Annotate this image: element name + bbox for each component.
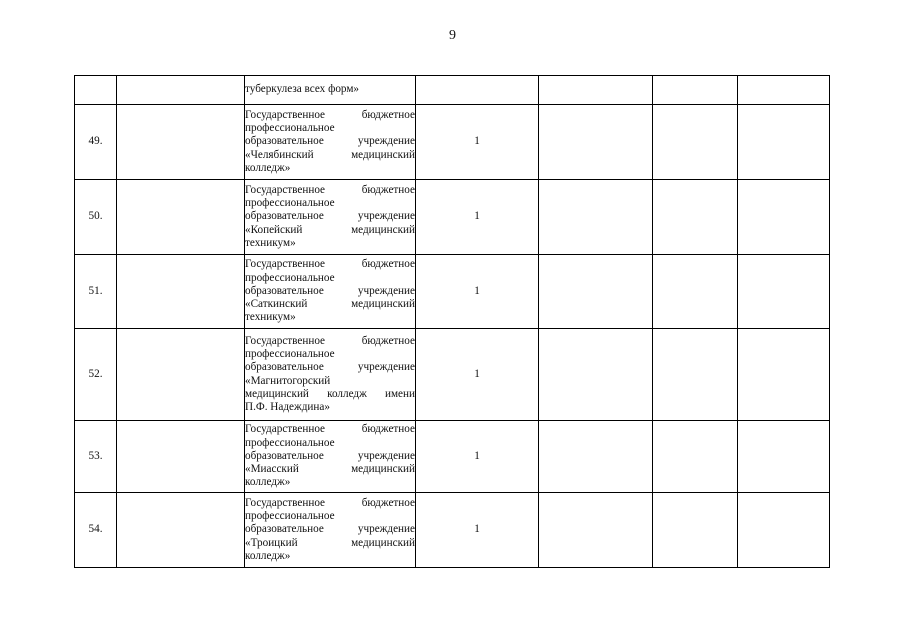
empty-cell	[653, 493, 738, 568]
institution-name-line: «Троицкий медицинский	[245, 536, 415, 549]
row-number	[75, 76, 117, 105]
empty-cell	[738, 493, 830, 568]
quantity-cell: 1	[416, 329, 539, 421]
institution-name-line: Государственное бюджетное	[245, 183, 415, 196]
institution-name-line: Государственное бюджетное	[245, 496, 415, 509]
table-row	[75, 180, 830, 255]
row-number: 54.	[75, 493, 117, 568]
institution-name-line: профессиональное	[245, 347, 335, 360]
institution-name-line: Государственное бюджетное	[245, 334, 415, 347]
empty-cell	[539, 105, 653, 180]
institution-name-line: образовательное учреждение	[245, 135, 415, 148]
empty-cell	[539, 329, 653, 421]
institution-name-line: туберкулеза всех форм»	[245, 83, 360, 96]
empty-cell	[653, 421, 738, 493]
institution-name-line: профессиональное	[245, 271, 335, 284]
empty-cell	[738, 255, 830, 329]
quantity-cell: 1	[416, 255, 539, 329]
institution-name-cell	[245, 180, 416, 255]
empty-cell	[653, 329, 738, 421]
institution-name-line: Государственное бюджетное	[245, 258, 415, 271]
empty-cell	[539, 180, 653, 255]
row-number: 52.	[75, 329, 117, 421]
institution-name-line: П.Ф. Надеждина»	[245, 401, 330, 414]
institution-name-cell	[245, 105, 416, 180]
institution-name-line: «Магнитогорский	[245, 374, 331, 387]
institution-name-line: образовательное учреждение	[245, 210, 415, 223]
empty-cell	[653, 105, 738, 180]
institution-name-line: колледж»	[245, 161, 291, 174]
institution-name-line: «Саткинский медицинский	[245, 298, 415, 311]
empty-cell	[117, 493, 245, 568]
quantity-cell	[416, 76, 539, 105]
empty-cell	[653, 255, 738, 329]
quantity-cell: 1	[416, 493, 539, 568]
empty-cell	[738, 180, 830, 255]
row-number: 53.	[75, 421, 117, 493]
institution-name-cell	[245, 493, 416, 568]
institution-name-line: образовательное учреждение	[245, 449, 415, 462]
table-row	[75, 329, 830, 421]
institution-name-line: «Челябинский медицинский	[245, 148, 415, 161]
empty-cell	[653, 180, 738, 255]
table-row	[75, 105, 830, 180]
empty-cell	[117, 105, 245, 180]
institution-name-cell	[245, 255, 416, 329]
institution-name-line: образовательное учреждение	[245, 523, 415, 536]
institution-name-line: Государственное бюджетное	[245, 108, 415, 121]
empty-cell	[117, 180, 245, 255]
row-number: 50.	[75, 180, 117, 255]
row-number: 49.	[75, 105, 117, 180]
quantity-cell: 1	[416, 105, 539, 180]
institution-name-line: Государственное бюджетное	[245, 423, 415, 436]
table-row	[75, 493, 830, 568]
page-number: 9	[449, 28, 456, 43]
institution-name-line: колледж»	[245, 476, 291, 489]
empty-cell	[539, 255, 653, 329]
quantity-cell: 1	[416, 180, 539, 255]
empty-cell	[539, 493, 653, 568]
institution-name-line: образовательное учреждение	[245, 361, 415, 374]
table-row	[75, 255, 830, 329]
table-row	[75, 76, 830, 105]
empty-cell	[738, 76, 830, 105]
institution-name-line: «Копейский медицинский	[245, 223, 415, 236]
empty-cell	[653, 76, 738, 105]
empty-cell	[117, 329, 245, 421]
institutions-table	[74, 75, 830, 568]
institution-name-line: колледж»	[245, 549, 291, 562]
institution-name-line: профессиональное	[245, 510, 335, 523]
institution-name-line: образовательное учреждение	[245, 284, 415, 297]
institution-name-line: профессиональное	[245, 197, 335, 210]
institution-name-cell	[245, 421, 416, 493]
empty-cell	[117, 76, 245, 105]
institution-name-cell	[245, 329, 416, 421]
empty-cell	[539, 421, 653, 493]
institution-name-line: техникум»	[245, 236, 296, 249]
institution-name-line: профессиональное	[245, 122, 335, 135]
empty-cell	[738, 421, 830, 493]
table-row	[75, 421, 830, 493]
empty-cell	[738, 105, 830, 180]
empty-cell	[117, 255, 245, 329]
institution-name-line: профессиональное	[245, 436, 335, 449]
institution-name-line: техникум»	[245, 311, 296, 324]
row-number: 51.	[75, 255, 117, 329]
institution-name-cell	[245, 76, 416, 105]
empty-cell	[117, 421, 245, 493]
institution-name-line: медицинский колледж имени	[245, 387, 415, 400]
institution-name-line: «Миасский медицинский	[245, 463, 415, 476]
quantity-cell: 1	[416, 421, 539, 493]
empty-cell	[738, 329, 830, 421]
empty-cell	[539, 76, 653, 105]
